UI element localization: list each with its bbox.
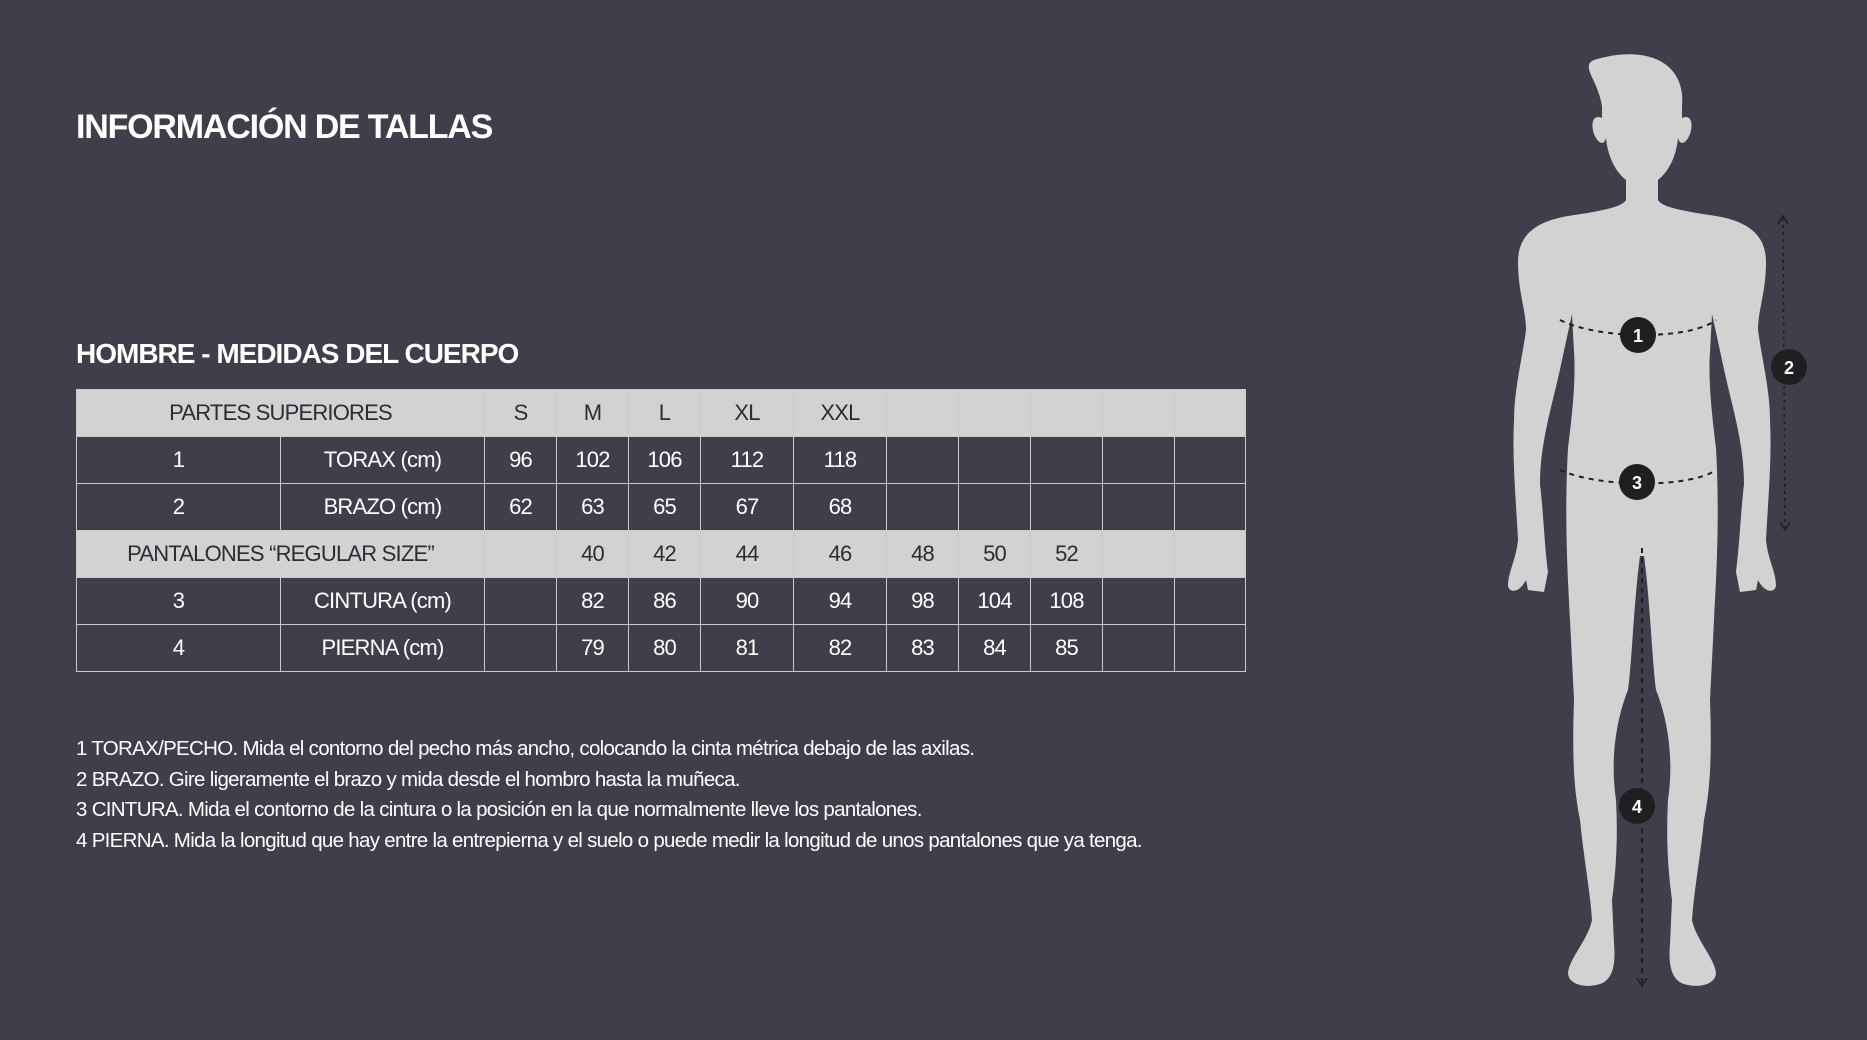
value-cell xyxy=(1175,484,1246,531)
marker-4 xyxy=(1619,788,1655,824)
page-title: INFORMACIÓN DE TALLAS xyxy=(76,108,493,146)
value-cell: 112 xyxy=(701,437,794,484)
size-cell xyxy=(1175,531,1246,578)
note-waist: 3 CINTURA. Mida el contorno de la cintura o la posición en la que normalmente lleve los pantalones. xyxy=(76,798,922,821)
size-cell xyxy=(1103,390,1175,437)
value-cell xyxy=(1103,625,1175,672)
marker-3-label: 3 xyxy=(1631,473,1643,493)
value-cell: 65 xyxy=(629,484,701,531)
value-cell: 106 xyxy=(629,437,701,484)
row-number: 4 xyxy=(77,625,281,672)
row-number: 3 xyxy=(77,578,281,625)
value-cell xyxy=(959,484,1031,531)
marker-2 xyxy=(1771,349,1807,385)
row-label: TORAX (cm) xyxy=(281,437,485,484)
value-cell xyxy=(1175,437,1246,484)
size-cell xyxy=(485,531,557,578)
size-cell: 40 xyxy=(557,531,629,578)
size-cell: M xyxy=(557,390,629,437)
value-cell: 80 xyxy=(629,625,701,672)
value-cell: 84 xyxy=(959,625,1031,672)
body-figure xyxy=(1440,30,1840,1030)
size-cell xyxy=(1175,390,1246,437)
value-cell xyxy=(1031,484,1103,531)
row-label: CINTURA (cm) xyxy=(281,578,485,625)
size-cell: S xyxy=(485,390,557,437)
size-cell: XL xyxy=(701,390,794,437)
value-cell: 94 xyxy=(794,578,887,625)
table-row xyxy=(77,625,1246,672)
value-cell: 98 xyxy=(887,578,959,625)
size-cell: 44 xyxy=(701,531,794,578)
value-cell xyxy=(959,437,1031,484)
measurement-notes xyxy=(76,734,1142,856)
size-cell: 42 xyxy=(629,531,701,578)
value-cell: 83 xyxy=(887,625,959,672)
table-row xyxy=(77,484,1246,531)
marker-2-label: 2 xyxy=(1783,358,1795,378)
value-cell: 118 xyxy=(794,437,887,484)
row-number: 1 xyxy=(77,437,281,484)
value-cell: 63 xyxy=(557,484,629,531)
marker-1 xyxy=(1620,317,1656,353)
value-cell xyxy=(1175,625,1246,672)
upper-header-label: PARTES SUPERIORES xyxy=(77,390,485,437)
upper-header-row xyxy=(77,390,1246,437)
size-cell: XXL xyxy=(794,390,887,437)
value-cell: 62 xyxy=(485,484,557,531)
marker-1-label: 1 xyxy=(1632,326,1644,346)
value-cell: 68 xyxy=(794,484,887,531)
value-cell xyxy=(1031,437,1103,484)
size-cell: 48 xyxy=(887,531,959,578)
note-chest: 1 TORAX/PECHO. Mida el contorno del pecho más ancho, colocando la cinta métrica debajo de las axilas. xyxy=(76,737,975,760)
size-cell xyxy=(1103,531,1175,578)
note-leg: 4 PIERNA. Mida la longitud que hay entre la entrepierna y el suelo o puede medir la longitud de unos pantalones que ya tenga. xyxy=(76,828,1142,852)
size-cell xyxy=(887,390,959,437)
value-cell: 96 xyxy=(485,437,557,484)
size-table xyxy=(76,389,1246,672)
size-cell xyxy=(1031,390,1103,437)
row-number: 2 xyxy=(77,484,281,531)
value-cell: 90 xyxy=(701,578,794,625)
marker-3 xyxy=(1619,464,1655,500)
value-cell: 82 xyxy=(557,578,629,625)
row-label: BRAZO (cm) xyxy=(281,484,485,531)
row-label: PIERNA (cm) xyxy=(281,625,485,672)
value-cell xyxy=(1175,578,1246,625)
size-cell xyxy=(959,390,1031,437)
section-title: HOMBRE - MEDIDAS DEL CUERPO xyxy=(76,338,519,369)
value-cell: 81 xyxy=(701,625,794,672)
value-cell xyxy=(485,625,557,672)
value-cell: 67 xyxy=(701,484,794,531)
body-silhouette xyxy=(1508,54,1776,986)
value-cell xyxy=(887,484,959,531)
value-cell xyxy=(1103,437,1175,484)
table-row xyxy=(77,437,1246,484)
note-arm: 2 BRAZO. Gire ligeramente el brazo y mida desde el hombro hasta la muñeca. xyxy=(76,767,740,791)
value-cell: 86 xyxy=(629,578,701,625)
lower-header-label: PANTALONES “REGULAR SIZE” xyxy=(77,531,485,578)
value-cell: 85 xyxy=(1031,625,1103,672)
table-row xyxy=(77,578,1246,625)
lower-header-row xyxy=(77,531,1246,578)
size-cell: 52 xyxy=(1031,531,1103,578)
value-cell: 79 xyxy=(557,625,629,672)
value-cell xyxy=(887,437,959,484)
size-cell: 50 xyxy=(959,531,1031,578)
value-cell xyxy=(485,578,557,625)
value-cell: 108 xyxy=(1031,578,1103,625)
value-cell: 82 xyxy=(794,625,887,672)
size-cell: L xyxy=(629,390,701,437)
value-cell: 102 xyxy=(557,437,629,484)
marker-4-label: 4 xyxy=(1631,797,1643,817)
value-cell xyxy=(1103,484,1175,531)
value-cell: 104 xyxy=(959,578,1031,625)
value-cell xyxy=(1103,578,1175,625)
size-cell: 46 xyxy=(794,531,887,578)
